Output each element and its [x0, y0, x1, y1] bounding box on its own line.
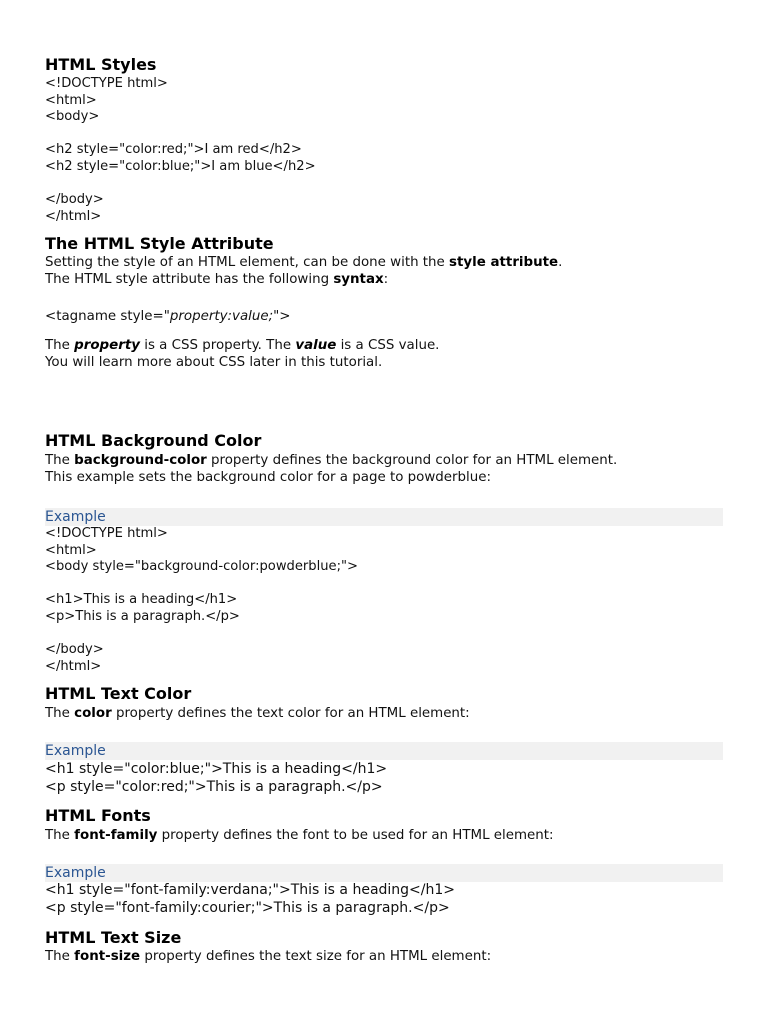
code-line: <html>: [45, 542, 97, 558]
bold-italic-term: property: [74, 338, 140, 353]
bold-term: syntax: [333, 271, 384, 287]
text-line: [45, 338, 723, 355]
code-line: </body>: [45, 192, 104, 208]
heading-html-styles: HTML Styles: [45, 55, 157, 74]
paragraph-property-value: [45, 338, 723, 371]
example-label: Example: [45, 864, 723, 882]
code-line: [45, 126, 723, 143]
paragraph-background-color: [45, 453, 723, 486]
bold-italic-term: value: [295, 338, 337, 353]
heading-background-color: HTML Background Color: [45, 431, 262, 450]
paragraph-html-fonts: [45, 828, 723, 845]
heading-html-fonts: HTML Fonts: [45, 806, 151, 825]
heading-text-color: HTML Text Color: [45, 684, 192, 703]
text-run: is a CSS value.: [336, 338, 440, 353]
code-line: </html>: [45, 658, 102, 674]
italic-term: property:value;: [169, 309, 274, 324]
code-line: <p style="font-family:courier;">This is a paragraph.</p>: [45, 900, 450, 916]
bold-term: background-color: [74, 453, 207, 468]
code-line: <p style="color:red;">This is a paragraph.</p>: [45, 779, 383, 795]
text-run: property defines the text size for an HTML element:: [140, 949, 492, 964]
code-line: </html>: [45, 208, 102, 224]
text-line: This example sets the background color for a page to powderblue:: [45, 469, 492, 485]
heading-text-size: HTML Text Size: [45, 928, 182, 947]
code-block-html-fonts: [45, 881, 723, 917]
code-line: <p>This is a paragraph.</p>: [45, 608, 240, 624]
code-line: </body>: [45, 642, 104, 658]
code-line: [45, 626, 723, 643]
paragraph-text-color: [45, 706, 723, 723]
example-label: Example: [45, 508, 723, 526]
text-run: ">: [273, 309, 291, 324]
text-run: property defines the background color for an HTML element.: [206, 453, 618, 468]
code-line: [45, 576, 723, 593]
text-run: property defines the text color for an HTML element:: [111, 706, 470, 721]
text-line: [45, 272, 723, 289]
code-line: <!DOCTYPE html>: [45, 526, 168, 541]
text-run: Setting the style of an HTML element, can be done with the: [45, 255, 450, 270]
code-line: <h1>This is a heading</h1>: [45, 592, 238, 608]
code-line: [45, 176, 723, 193]
paragraph-text-size: [45, 949, 723, 966]
text-line: [45, 453, 723, 470]
code-line: <h1 style="font-family:verdana;">This is a heading</h1>: [45, 882, 456, 898]
text-run: The: [45, 706, 75, 721]
paragraph-style-attribute: [45, 255, 723, 288]
code-line: <!DOCTYPE html>: [45, 76, 168, 91]
code-block-html-styles: [45, 76, 723, 225]
text-line: You will learn more about CSS later in this tutorial.: [45, 354, 383, 370]
example-label: Example: [45, 742, 723, 760]
code-block-background-color: [45, 526, 723, 675]
bold-term: color: [74, 706, 112, 721]
code-block-text-color: [45, 760, 723, 796]
code-line: <h1 style="color:blue;">This is a heading</h1>: [45, 761, 388, 777]
text-line: [45, 255, 723, 272]
code-line: <body>: [45, 109, 100, 125]
text-run: The: [45, 949, 75, 964]
text-run: The: [45, 453, 75, 468]
text-run: The: [45, 338, 75, 353]
heading-style-attribute: The HTML Style Attribute: [45, 234, 274, 253]
code-line: <body style="background-color:powderblue;">: [45, 559, 358, 575]
bold-term: font-size: [74, 949, 141, 964]
text-run: The HTML style attribute has the following: [45, 271, 334, 287]
syntax-line: [45, 309, 723, 326]
text-run: <tagname style=": [45, 309, 170, 324]
bold-term: style attribute: [449, 255, 559, 270]
text-run: is a CSS property. The: [139, 338, 296, 353]
text-run: :: [383, 271, 389, 287]
code-line: <html>: [45, 92, 97, 108]
text-run: property defines the font to be used for an HTML element:: [157, 828, 554, 843]
text-run: The: [45, 828, 75, 843]
code-line: <h2 style="color:red;">I am red</h2>: [45, 142, 302, 158]
bold-term: font-family: [74, 828, 158, 843]
code-line: <h2 style="color:blue;">I am blue</h2>: [45, 158, 316, 174]
text-run: .: [558, 255, 563, 270]
